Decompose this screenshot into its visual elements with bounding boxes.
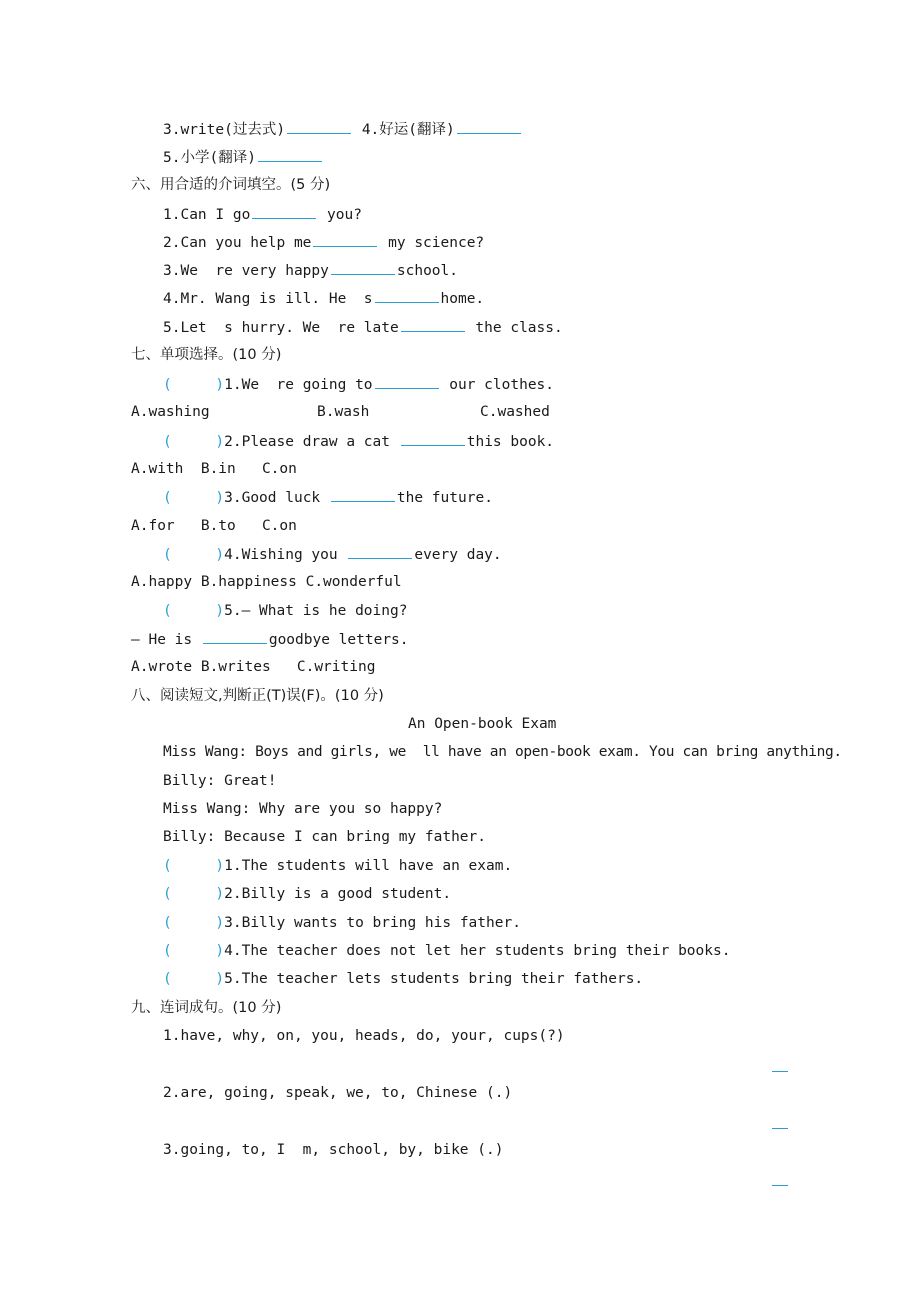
- sec6-item-4: [163, 288, 484, 309]
- sec7-q1: [163, 374, 554, 395]
- answer-paren-open[interactable]: (: [163, 603, 172, 619]
- sec7-q3-blank[interactable]: [331, 487, 395, 502]
- answer-paren-open[interactable]: (: [163, 377, 172, 393]
- sec8-heading: 八、阅读短文,判断正(T)误(F)。(10 分): [131, 688, 384, 704]
- sec6-item-5-pre: 5.Let s hurry. We re late: [163, 320, 399, 336]
- sec8-passage-title: An Open-book Exam: [408, 716, 557, 732]
- sec5-q3-blank[interactable]: [287, 119, 351, 134]
- answer-paren-open[interactable]: (: [163, 490, 172, 506]
- sec7-q3: [163, 487, 493, 508]
- sec7-q5-question: 5.— What is he doing?: [224, 603, 408, 619]
- sec7-q3-pre: 3.Good luck: [224, 490, 329, 506]
- sec9-item-3: 3.going, to, I m, school, by, bike (.): [163, 1142, 504, 1158]
- sec7-q1-post: our clothes.: [440, 377, 555, 393]
- sec8-item-5-text: 5.The teacher lets students bring their fathers.: [224, 971, 644, 987]
- sec6-item-3-post: school.: [396, 263, 458, 279]
- sec6-item-3: [163, 260, 458, 281]
- answer-paren-open[interactable]: (: [163, 858, 172, 874]
- sec6-item-5-blank[interactable]: [401, 317, 465, 332]
- sec5-q4-text: 4.好运(翻译): [361, 122, 455, 138]
- answer-paren-close: ): [215, 603, 225, 619]
- sec7-q2: [163, 431, 554, 452]
- sec8-item-4-text: 4.The teacher does not let her students bring their books.: [224, 943, 731, 959]
- sec6-item-3-blank[interactable]: [331, 260, 395, 275]
- sec9-heading: 九、连词成句。(10 分): [131, 1000, 282, 1016]
- answer-paren-close: ): [215, 915, 225, 931]
- answer-paren-close: ): [215, 434, 225, 450]
- sec6-item-1-pre: 1.Can I go: [163, 207, 251, 223]
- sec6-item-2-post: my science?: [379, 235, 485, 251]
- sec8-dialog-line-4: Billy: Because I can bring my father.: [163, 829, 487, 845]
- sec8-item-5: [163, 969, 643, 989]
- answer-paren-close: ): [215, 547, 225, 563]
- sec7-heading: 七、单项选择。(10 分): [131, 347, 282, 363]
- sec6-item-1-post: you?: [318, 207, 362, 223]
- sec8-item-4: [163, 941, 730, 961]
- sec9-item-2-answer-line[interactable]: [772, 1128, 788, 1129]
- sec7-q4-options: A.happy B.happiness C.wonderful: [131, 574, 402, 590]
- sec8-item-2-text: 2.Billy is a good student.: [224, 886, 452, 902]
- sec7-q5-blank[interactable]: [203, 629, 267, 644]
- sec6-item-3-pre: 3.We re very happy: [163, 263, 329, 279]
- sec7-q1-option-b: B.wash: [317, 404, 370, 420]
- answer-paren-close: ): [215, 490, 225, 506]
- sec9-item-2: 2.are, going, speak, we, to, Chinese (.): [163, 1085, 513, 1101]
- answer-paren-open[interactable]: (: [163, 434, 172, 450]
- sec7-q2-pre: 2.Please draw a cat: [224, 434, 399, 450]
- sec7-q2-options: A.with B.in C.on: [131, 461, 297, 477]
- sec7-q2-blank[interactable]: [401, 431, 465, 446]
- sec5-q5-blank[interactable]: [258, 147, 322, 162]
- sec6-item-1-blank[interactable]: [252, 204, 316, 219]
- sec6-item-2-blank[interactable]: [313, 232, 377, 247]
- sec7-q4-blank[interactable]: [348, 544, 412, 559]
- sec7-q5-post: goodbye letters.: [268, 632, 409, 648]
- sec8-item-3: [163, 913, 521, 933]
- sec6-item-4-pre: 4.Mr. Wang is ill. He s: [163, 291, 373, 307]
- sec6-item-2-pre: 2.Can you help me: [163, 235, 312, 251]
- sec7-q4-pre: 4.Wishing you: [224, 547, 347, 563]
- sec6-heading: 六、用合适的介词填空。(5 分): [131, 177, 331, 193]
- sec5-q3-text: 3.write(过去式): [163, 122, 286, 138]
- sec6-item-5-post: the class.: [466, 320, 563, 336]
- sec5-q3-q4-line: [163, 119, 523, 140]
- answer-paren-close: ): [215, 886, 225, 902]
- answer-paren-open[interactable]: (: [163, 886, 172, 902]
- sec7-q5-answer-line: [131, 629, 409, 650]
- answer-paren-open[interactable]: (: [163, 943, 172, 959]
- sec8-item-1: [163, 856, 512, 876]
- sec8-item-3-text: 3.Billy wants to bring his father.: [224, 915, 521, 931]
- sec7-q4: [163, 544, 502, 565]
- sec7-q5-options: A.wrote B.writes C.writing: [131, 659, 376, 675]
- sec7-q1-option-a: A.washing: [131, 404, 210, 420]
- sec7-q1-option-c: C.washed: [480, 404, 550, 420]
- sec9-item-1: 1.have, why, on, you, heads, do, your, cups(?): [163, 1028, 565, 1044]
- sec5-q5-text: 5.小学(翻译): [163, 150, 256, 166]
- answer-paren-close: ): [215, 971, 225, 987]
- sec7-q3-options: A.for B.to C.on: [131, 518, 297, 534]
- sec6-item-1: [163, 204, 362, 225]
- sec8-item-2: [163, 884, 451, 904]
- sec7-q1-blank[interactable]: [375, 374, 439, 389]
- sec5-q5-line: [163, 147, 324, 168]
- sec9-item-3-answer-line[interactable]: [772, 1185, 788, 1186]
- sec7-q5-pre: — He is: [131, 632, 201, 648]
- sec7-q4-post: every day.: [414, 547, 502, 563]
- sec6-item-5: [163, 317, 563, 338]
- sec6-item-4-blank[interactable]: [375, 288, 439, 303]
- sec8-dialog-line-3: Miss Wang: Why are you so happy?: [163, 801, 443, 817]
- answer-paren-open[interactable]: (: [163, 547, 172, 563]
- sec8-dialog-line-1: Miss Wang: Boys and girls, we ll have an open-book exam. You can bring anything.: [163, 744, 842, 760]
- answer-paren-close: ): [215, 858, 225, 874]
- sec8-item-1-text: 1.The students will have an exam.: [224, 858, 513, 874]
- answer-paren-close: ): [215, 943, 225, 959]
- sec7-q5: [163, 601, 407, 621]
- sec6-item-2: [163, 232, 484, 253]
- answer-paren-open[interactable]: (: [163, 915, 172, 931]
- sec5-q4-blank[interactable]: [457, 119, 521, 134]
- sec6-item-4-post: home.: [440, 291, 485, 307]
- answer-paren-close: ): [215, 377, 225, 393]
- sec8-dialog-line-2: Billy: Great!: [163, 773, 277, 789]
- sec9-item-1-answer-line[interactable]: [772, 1071, 788, 1072]
- sec7-q2-post: this book.: [466, 434, 555, 450]
- sec7-q3-post: the future.: [396, 490, 493, 506]
- answer-paren-open[interactable]: (: [163, 971, 172, 987]
- sec7-q1-pre: 1.We re going to: [224, 377, 373, 393]
